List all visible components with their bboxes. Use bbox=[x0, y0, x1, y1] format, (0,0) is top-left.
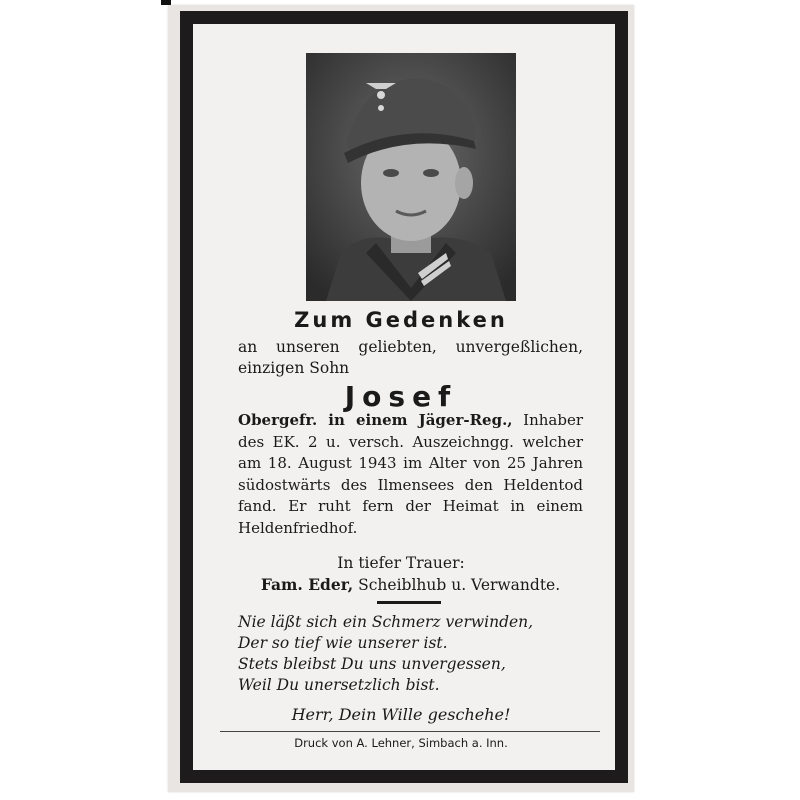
memorial-heading: Zum Gedenken bbox=[294, 308, 508, 332]
deceased-name: Josef bbox=[344, 380, 458, 413]
poem-line: Stets bleibst Du uns unvergessen, bbox=[238, 655, 506, 673]
family-name: Fam. Eder, bbox=[260, 575, 354, 594]
biography-details: Inhaber des EK. 2 u. versch. Auszeichngg. welcher am 18. August 1943 im Alter von 25 Jahren südostwärts des Ilmensees den Heldentod fand. Er ruht fern der Heimat in einem Heldenfriedhof. bbox=[238, 411, 583, 537]
poem-line: Der so tief wie unserer ist. bbox=[238, 634, 448, 652]
memorial-poem bbox=[238, 612, 583, 696]
family-details: Scheiblhub u. Verwandte. bbox=[358, 576, 561, 594]
biography-text bbox=[238, 410, 583, 539]
mourning-line: In tiefer Trauer: bbox=[337, 554, 465, 572]
footer-rule bbox=[220, 731, 600, 732]
intro-text: an unseren geliebten, unvergeßlichen, einzigen Sohn bbox=[238, 338, 583, 377]
farewell-line: Herr, Dein Wille geschehe! bbox=[291, 705, 511, 724]
military-rank: Obergefr. in einem Jäger-Reg., bbox=[238, 411, 513, 429]
poem-line: Nie läßt sich ein Schmerz verwinden, bbox=[238, 613, 534, 631]
section-divider bbox=[377, 601, 441, 604]
soldier-portrait-photo bbox=[306, 53, 516, 301]
family-line bbox=[238, 575, 583, 594]
poem-line: Weil Du unersetzlich bist. bbox=[238, 676, 440, 694]
printer-credit: Druck von A. Lehner, Simbach a. Inn. bbox=[294, 736, 508, 750]
